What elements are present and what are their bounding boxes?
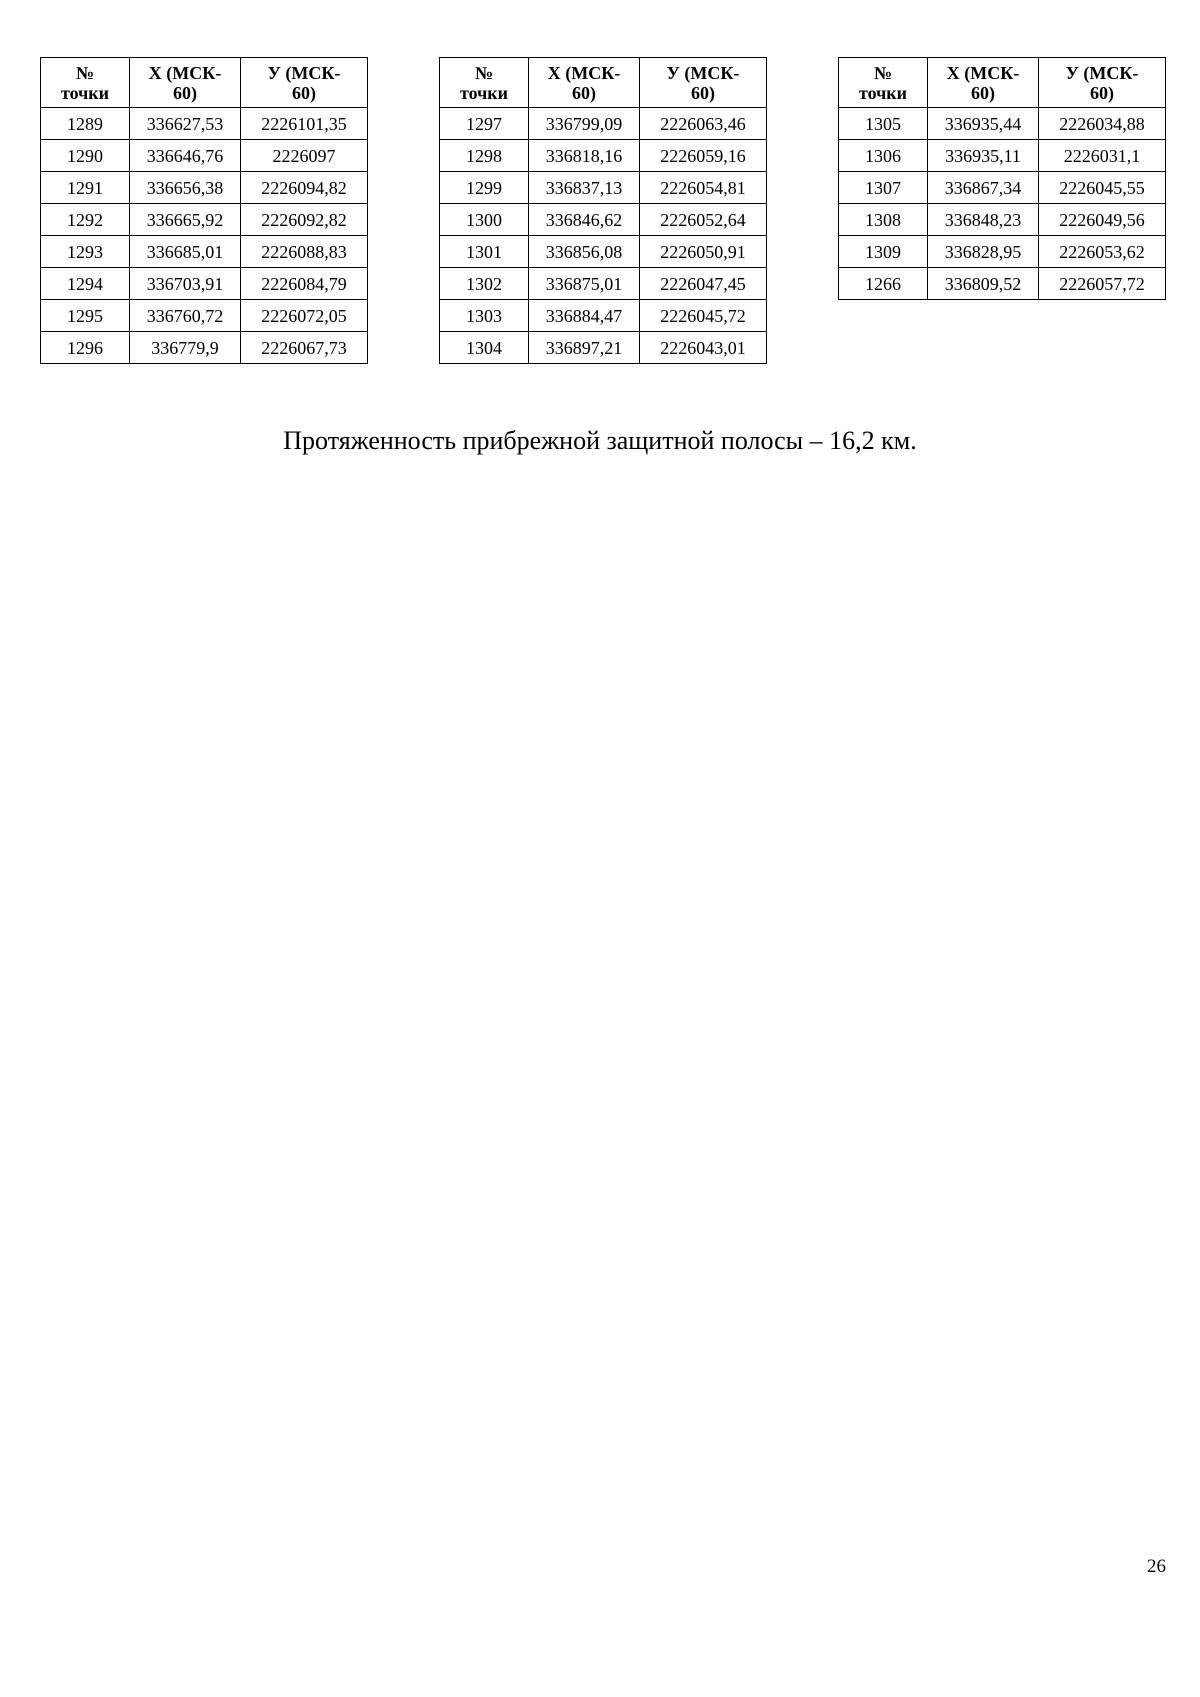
table-row bbox=[440, 300, 767, 332]
x-value: 336884,47 bbox=[529, 300, 640, 332]
table-row bbox=[41, 300, 368, 332]
x-value: 336685,01 bbox=[130, 236, 241, 268]
table-row bbox=[41, 268, 368, 300]
coordinates-table-1 bbox=[40, 57, 368, 364]
header-y-coordinate: У (МСК- 60) bbox=[640, 58, 767, 108]
point-number: 1308 bbox=[839, 204, 928, 236]
table-header-row bbox=[839, 58, 1166, 108]
x-value: 336656,38 bbox=[130, 172, 241, 204]
page-number: 26 bbox=[1147, 1556, 1166, 1577]
y-value: 2226092,82 bbox=[241, 204, 368, 236]
table-row bbox=[440, 172, 767, 204]
point-number: 1298 bbox=[440, 140, 529, 172]
header-point-number: № точки bbox=[41, 58, 130, 108]
y-value: 2226094,82 bbox=[241, 172, 368, 204]
y-value: 2226045,72 bbox=[640, 300, 767, 332]
table-row bbox=[839, 108, 1166, 140]
x-value: 336837,13 bbox=[529, 172, 640, 204]
x-value: 336703,91 bbox=[130, 268, 241, 300]
x-value: 336897,21 bbox=[529, 332, 640, 364]
header-x-coordinate: X (МСК- 60) bbox=[529, 58, 640, 108]
y-value: 2226097 bbox=[241, 140, 368, 172]
point-number: 1295 bbox=[41, 300, 130, 332]
table-row bbox=[839, 236, 1166, 268]
x-value: 336646,76 bbox=[130, 140, 241, 172]
y-value: 2226043,01 bbox=[640, 332, 767, 364]
point-number: 1301 bbox=[440, 236, 529, 268]
point-number: 1290 bbox=[41, 140, 130, 172]
point-number: 1266 bbox=[839, 268, 928, 300]
table-row bbox=[839, 268, 1166, 300]
y-value: 2226059,16 bbox=[640, 140, 767, 172]
x-value: 336875,01 bbox=[529, 268, 640, 300]
table-row bbox=[839, 204, 1166, 236]
point-number: 1303 bbox=[440, 300, 529, 332]
header-point-number: № точки bbox=[440, 58, 529, 108]
table-row bbox=[839, 140, 1166, 172]
point-number: 1309 bbox=[839, 236, 928, 268]
x-value: 336856,08 bbox=[529, 236, 640, 268]
y-value: 2226045,55 bbox=[1039, 172, 1166, 204]
point-number: 1297 bbox=[440, 108, 529, 140]
x-value: 336665,92 bbox=[130, 204, 241, 236]
x-value: 336867,34 bbox=[928, 172, 1039, 204]
y-value: 2226084,79 bbox=[241, 268, 368, 300]
table-row bbox=[440, 268, 767, 300]
x-value: 336935,44 bbox=[928, 108, 1039, 140]
point-number: 1305 bbox=[839, 108, 928, 140]
table-header-row bbox=[440, 58, 767, 108]
point-number: 1291 bbox=[41, 172, 130, 204]
table-row bbox=[41, 108, 368, 140]
table-row bbox=[41, 332, 368, 364]
table-row bbox=[41, 236, 368, 268]
x-value: 336935,11 bbox=[928, 140, 1039, 172]
point-number: 1294 bbox=[41, 268, 130, 300]
y-value: 2226101,35 bbox=[241, 108, 368, 140]
y-value: 2226067,73 bbox=[241, 332, 368, 364]
table-row bbox=[440, 332, 767, 364]
point-number: 1293 bbox=[41, 236, 130, 268]
point-number: 1299 bbox=[440, 172, 529, 204]
y-value: 2226047,45 bbox=[640, 268, 767, 300]
y-value: 2226034,88 bbox=[1039, 108, 1166, 140]
y-value: 2226031,1 bbox=[1039, 140, 1166, 172]
y-value: 2226088,83 bbox=[241, 236, 368, 268]
point-number: 1302 bbox=[440, 268, 529, 300]
point-number: 1292 bbox=[41, 204, 130, 236]
point-number: 1306 bbox=[839, 140, 928, 172]
header-y-coordinate: У (МСК- 60) bbox=[1039, 58, 1166, 108]
table-row bbox=[41, 204, 368, 236]
x-value: 336846,62 bbox=[529, 204, 640, 236]
y-value: 2226072,05 bbox=[241, 300, 368, 332]
protective-strip-length-text: Протяженность прибрежной защитной полосы – 16,2 км. bbox=[283, 426, 917, 455]
y-value: 2226057,72 bbox=[1039, 268, 1166, 300]
coordinates-table-2 bbox=[439, 57, 767, 364]
x-value: 336828,95 bbox=[928, 236, 1039, 268]
y-value: 2226053,62 bbox=[1039, 236, 1166, 268]
x-value: 336779,9 bbox=[130, 332, 241, 364]
table-row bbox=[41, 140, 368, 172]
x-value: 336818,16 bbox=[529, 140, 640, 172]
x-value: 336627,53 bbox=[130, 108, 241, 140]
y-value: 2226049,56 bbox=[1039, 204, 1166, 236]
y-value: 2226050,91 bbox=[640, 236, 767, 268]
table-header-row bbox=[41, 58, 368, 108]
point-number: 1307 bbox=[839, 172, 928, 204]
table-row bbox=[440, 204, 767, 236]
header-point-number: № точки bbox=[839, 58, 928, 108]
coordinates-table-3 bbox=[838, 57, 1166, 300]
point-number: 1304 bbox=[440, 332, 529, 364]
header-x-coordinate: X (МСК- 60) bbox=[928, 58, 1039, 108]
table-row bbox=[839, 172, 1166, 204]
y-value: 2226063,46 bbox=[640, 108, 767, 140]
table-row bbox=[440, 236, 767, 268]
x-value: 336848,23 bbox=[928, 204, 1039, 236]
y-value: 2226054,81 bbox=[640, 172, 767, 204]
table-row bbox=[41, 172, 368, 204]
x-value: 336760,72 bbox=[130, 300, 241, 332]
x-value: 336809,52 bbox=[928, 268, 1039, 300]
table-row bbox=[440, 108, 767, 140]
y-value: 2226052,64 bbox=[640, 204, 767, 236]
point-number: 1289 bbox=[41, 108, 130, 140]
x-value: 336799,09 bbox=[529, 108, 640, 140]
header-y-coordinate: У (МСК- 60) bbox=[241, 58, 368, 108]
header-x-coordinate: X (МСК- 60) bbox=[130, 58, 241, 108]
point-number: 1300 bbox=[440, 204, 529, 236]
point-number: 1296 bbox=[41, 332, 130, 364]
table-row bbox=[440, 140, 767, 172]
